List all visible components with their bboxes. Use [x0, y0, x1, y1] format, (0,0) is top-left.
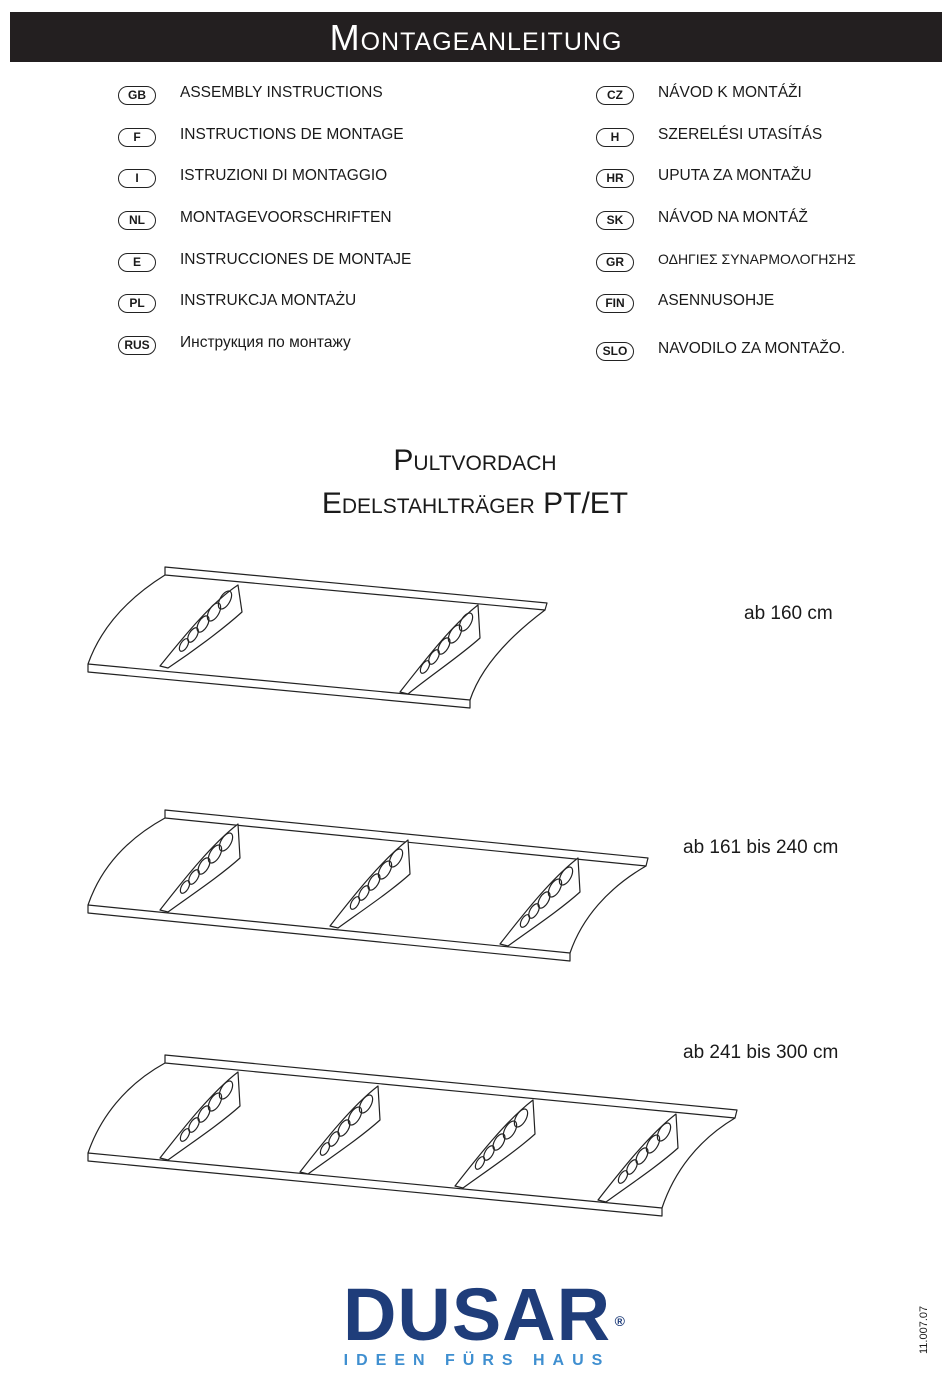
bracket-piece: [300, 1086, 380, 1174]
product-subtitle: Edelstahlträger PT/ET: [321, 487, 629, 520]
dusar-logo: [322, 1273, 632, 1370]
document-code: 11.007.07: [918, 1305, 930, 1354]
language-code-badge: NL: [118, 211, 156, 230]
language-title: Инструкция по монтажу: [180, 334, 351, 352]
language-code-badge: GR: [596, 253, 634, 272]
language-title: ΟΔΗΓΙΕΣ ΣΥΝΑΡΜΟΛΟΓΗΣΗΣ: [658, 250, 856, 267]
language-code-badge: F: [118, 128, 156, 147]
bracket-piece: [160, 1072, 240, 1160]
logo-brand-text: DUSAR: [342, 1273, 612, 1356]
language-title: ISTRUZIONI DI MONTAGGIO: [180, 167, 388, 185]
variant-size-label: ab 241 bis 300 cm: [683, 1042, 839, 1063]
bracket-piece: [330, 840, 410, 928]
language-code-badge: SLO: [596, 342, 634, 361]
document-title: Montageanleitung: [329, 17, 623, 58]
language-title: INSTRUCCIONES DE MONTAJE: [180, 250, 412, 268]
language-code-badge: GB: [118, 86, 156, 105]
registered-mark: ®: [614, 1313, 626, 1329]
language-title: SZERELÉSI UTASÍTÁS: [658, 125, 823, 143]
language-title: NÁVOD NA MONTÁŽ: [658, 209, 808, 227]
language-title: UPUTA ZA MONTAŽU: [658, 167, 812, 185]
language-code-badge: FIN: [596, 294, 634, 313]
language-title: INSTRUCTIONS DE MONTAGE: [180, 125, 404, 143]
bracket-piece: [160, 585, 242, 668]
variant-size-label: ab 160 cm: [744, 603, 833, 624]
language-code-badge: H: [596, 128, 634, 147]
language-title: NAVODILO ZA MONTAŽO.: [658, 340, 846, 358]
language-code-badge: HR: [596, 169, 634, 188]
language-title: ASENNUSOHJE: [658, 292, 775, 310]
language-code-badge: I: [118, 169, 156, 188]
language-code-badge: SK: [596, 211, 634, 230]
language-code-badge: PL: [118, 294, 156, 313]
bracket-piece: [160, 824, 240, 912]
canopy-drawing-large: [88, 1055, 737, 1216]
bracket-piece: [598, 1114, 678, 1202]
variant-size-label: ab 161 bis 240 cm: [683, 837, 839, 858]
bracket-piece: [500, 858, 580, 946]
language-title: NÁVOD K MONTÁŽI: [658, 84, 802, 101]
language-title: MONTAGEVOORSCHRIFTEN: [180, 209, 392, 227]
language-code-badge: E: [118, 253, 156, 272]
language-code-badge: CZ: [596, 86, 634, 105]
bracket-piece: [455, 1100, 535, 1188]
bracket-piece: [400, 605, 480, 694]
product-name: Pultvordach: [393, 444, 557, 477]
canopy-drawing-medium: [88, 810, 648, 961]
language-title: ASSEMBLY INSTRUCTIONS: [180, 84, 383, 101]
logo-tagline: IDEEN FÜRS HAUS: [343, 1352, 611, 1369]
canopy-drawing-small: [88, 567, 547, 708]
language-title: INSTRUKCJA MONTAŻU: [180, 292, 357, 310]
logo-wordmark: [322, 1273, 632, 1356]
language-code-badge: RUS: [118, 336, 156, 355]
